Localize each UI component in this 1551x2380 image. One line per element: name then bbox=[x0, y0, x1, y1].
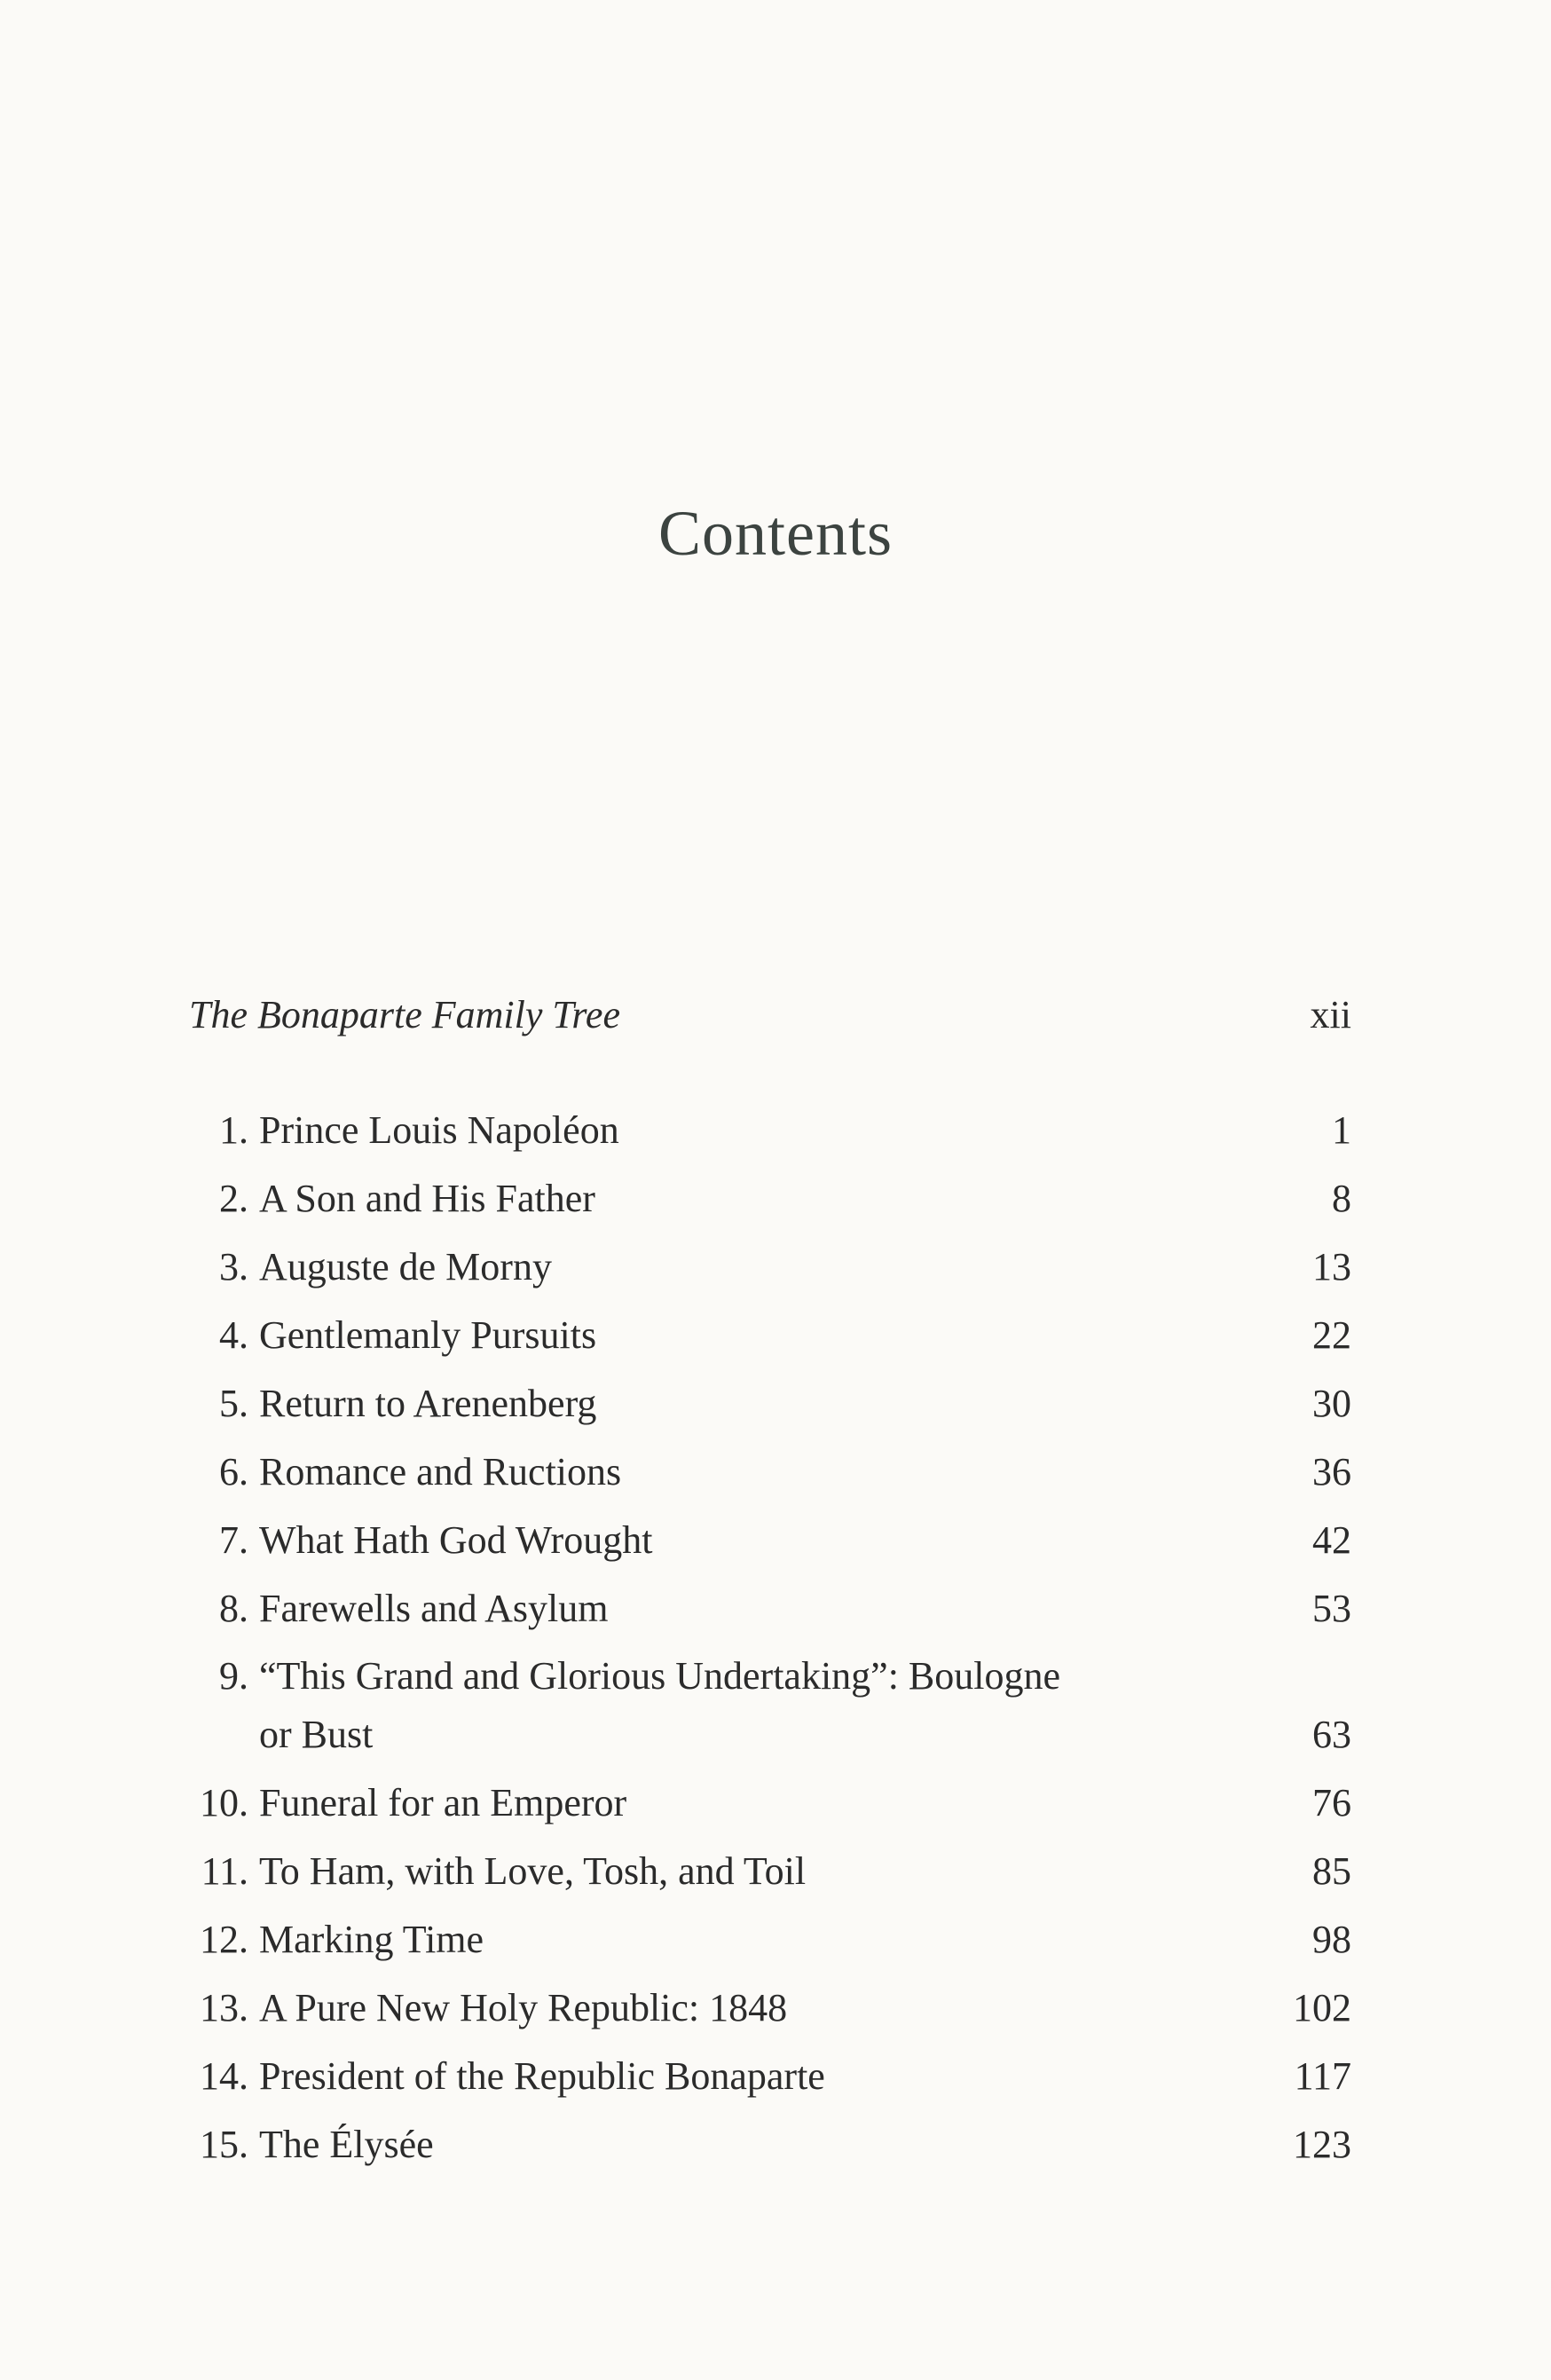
toc-entry-14 bbox=[189, 2042, 1351, 2110]
toc-entry-page: 13 bbox=[1312, 1245, 1351, 1289]
toc-entry-page: 76 bbox=[1312, 1781, 1351, 1824]
toc-entry-page: 98 bbox=[1312, 1918, 1351, 1961]
toc-entry-title: Marking Time bbox=[259, 1918, 484, 1961]
toc-entry-number: 9. bbox=[219, 1654, 248, 1698]
toc-entry-number: 14. bbox=[200, 2054, 248, 2098]
toc-entry-number: 7. bbox=[219, 1518, 248, 1562]
toc-entry-page: 36 bbox=[1312, 1450, 1351, 1493]
toc-entry-title: A Pure New Holy Republic: 1848 bbox=[259, 1986, 788, 2029]
toc-entry-title: Funeral for an Emperor bbox=[259, 1781, 627, 1824]
toc-entry-10 bbox=[189, 1769, 1351, 1837]
toc-entry-number: 10. bbox=[200, 1781, 248, 1824]
toc-entry-number: 6. bbox=[219, 1450, 248, 1493]
toc-entry-page: 85 bbox=[1312, 1849, 1351, 1893]
toc-entry-5 bbox=[189, 1369, 1351, 1438]
toc-entry-8 bbox=[189, 1574, 1351, 1643]
toc-entry-title bbox=[248, 1647, 1227, 1764]
toc-entry-number: 3. bbox=[219, 1245, 248, 1289]
toc-entry-title: Farewells and Asylum bbox=[259, 1587, 609, 1630]
toc-entry-title: Gentlemanly Pursuits bbox=[259, 1313, 597, 1357]
toc-entry-7 bbox=[189, 1506, 1351, 1574]
toc-entry-number: 5. bbox=[219, 1382, 248, 1425]
toc-entry-4 bbox=[189, 1301, 1351, 1369]
toc-entry-number: 2. bbox=[219, 1177, 248, 1220]
toc-entry-page: 22 bbox=[1312, 1313, 1351, 1357]
toc-entry-page: 8 bbox=[1332, 1177, 1351, 1220]
toc-entry-title: Romance and Ructions bbox=[259, 1450, 622, 1493]
toc-entry-12 bbox=[189, 1905, 1351, 1974]
toc-entry-3 bbox=[189, 1233, 1351, 1301]
toc-entry-title: The Élysée bbox=[259, 2123, 434, 2166]
toc-front-matter-page: xii bbox=[1310, 993, 1351, 1036]
toc-entry-page: 102 bbox=[1293, 1986, 1351, 2029]
toc-front-matter-title: The Bonaparte Family Tree bbox=[189, 993, 620, 1036]
toc-entry-2 bbox=[189, 1164, 1351, 1233]
toc-entry-page: 63 bbox=[1312, 1713, 1351, 1756]
toc-entry-page: 42 bbox=[1312, 1518, 1351, 1562]
toc-entry-number: 1. bbox=[219, 1108, 248, 1152]
toc-entry-page: 1 bbox=[1332, 1108, 1351, 1152]
toc-entry-title-line-2: or Bust bbox=[259, 1713, 374, 1756]
toc-entry-title: President of the Republic Bonaparte bbox=[259, 2054, 825, 2098]
toc-entry-page: 123 bbox=[1293, 2123, 1351, 2166]
toc-entry-title: Return to Arenenberg bbox=[259, 1382, 597, 1425]
toc-entry-title: A Son and His Father bbox=[259, 1177, 595, 1220]
toc-entry-page: 53 bbox=[1312, 1587, 1351, 1630]
toc-entry-15 bbox=[189, 2110, 1351, 2179]
toc-entry-title: What Hath God Wrought bbox=[259, 1518, 653, 1562]
toc-entry-page: 30 bbox=[1312, 1382, 1351, 1425]
page-title: Contents bbox=[657, 498, 893, 569]
toc-front-matter bbox=[189, 981, 1351, 1049]
table-of-contents bbox=[189, 981, 1351, 2179]
toc-entry-title: To Ham, with Love, Tosh, and Toil bbox=[259, 1849, 807, 1893]
toc-entry-page: 117 bbox=[1294, 2054, 1351, 2098]
toc-entry-number: 12. bbox=[200, 1918, 248, 1961]
toc-entry-number: 4. bbox=[219, 1313, 248, 1357]
toc-entry-9 bbox=[189, 1643, 1351, 1769]
toc-entry-number: 13. bbox=[200, 1986, 248, 2029]
toc-entry-13 bbox=[189, 1974, 1351, 2042]
toc-entry-title: Prince Louis Napoléon bbox=[259, 1108, 619, 1152]
toc-entry-6 bbox=[189, 1438, 1351, 1506]
toc-entry-title-line-1: “This Grand and Glorious Undertaking”: Boulogne bbox=[259, 1654, 1061, 1698]
toc-entry-number: 8. bbox=[219, 1587, 248, 1630]
toc-entry-11 bbox=[189, 1837, 1351, 1905]
toc-entry-number: 11. bbox=[201, 1849, 248, 1893]
toc-entry-number: 15. bbox=[200, 2123, 248, 2166]
toc-entry-1 bbox=[189, 1096, 1351, 1164]
toc-entry-title: Auguste de Morny bbox=[259, 1245, 552, 1289]
